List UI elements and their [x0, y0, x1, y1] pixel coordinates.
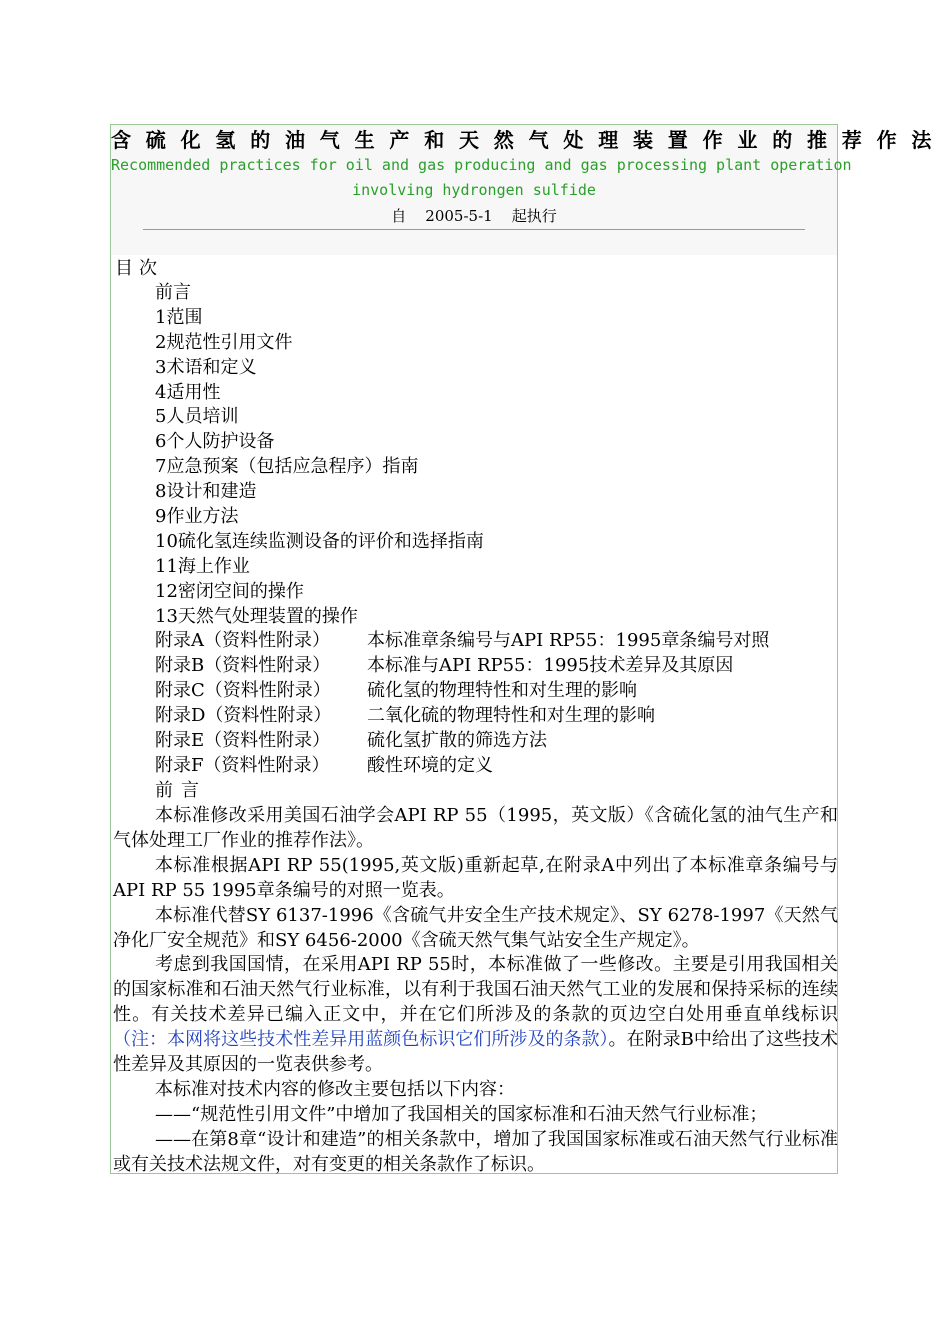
paragraph-text: 考虑到我国国情，在采用API RP 55时，本标准做了一些修改。主要是引用我国相关的国家标准和石油天然气行业标准，以有利于我国石油天然气工业的发展和保持采标的连续性。有关技术差异已编入正文中，并在它们所涉及的条款的页边空白处用垂直单线标识	[113, 954, 838, 1026]
preface-body	[113, 804, 838, 1178]
toc-item: 9作业方法	[155, 506, 239, 528]
appendix-label: 附录A（资料性附录）	[155, 630, 330, 652]
toc-list	[155, 281, 769, 779]
preface-paragraph: 本标准修改采用美国石油学会API RP 55（1995，英文版）《含硫化氢的油气生产和气体处理工厂作业的推荐作法》。	[113, 805, 838, 851]
toc-appendix	[155, 704, 769, 729]
preface-paragraph: ——“规范性引用文件”中增加了我国相关的国家标准和石油天然气行业标准；	[155, 1103, 768, 1125]
toc-item: 10硫化氢连续监测设备的评价和选择指南	[155, 530, 484, 552]
title-english-line1: Recommended practices for oil and gas producing and gas processing plant operation	[111, 156, 852, 174]
preface-paragraph	[113, 953, 838, 1078]
toc-title: 目次	[115, 258, 163, 279]
toc-item: 3术语和定义	[155, 356, 257, 378]
toc-item: 12密闭空间的操作	[155, 580, 304, 602]
toc-item: 13天然气处理装置的操作	[155, 605, 358, 627]
toc-appendix	[155, 679, 769, 704]
document-frame	[110, 124, 947, 1175]
toc-item: 11海上作业	[155, 555, 250, 577]
toc-appendix	[155, 654, 769, 679]
toc-item: 1范围	[155, 306, 203, 328]
appendix-text: 二氧化硫的物理特性和对生理的影响	[367, 705, 655, 727]
appendix-text: 酸性环境的定义	[367, 754, 493, 776]
appendix-label: 附录B（资料性附录）	[155, 655, 331, 677]
preface-paragraph: ——在第8章“设计和建造”的相关条款中，增加了我国国家标准或石油天然气行业标准或有关技术法规文件，对有变更的相关条款作了标识。	[113, 1128, 838, 1175]
title-english-line2: involving hydrongen sulfide	[352, 181, 596, 199]
toc-item: 6个人防护设备	[155, 431, 275, 453]
appendix-label: 附录E（资料性附录）	[155, 730, 331, 752]
toc-appendix	[155, 629, 769, 654]
toc-appendix	[155, 754, 769, 779]
preface-paragraph: 本标准对技术内容的修改主要包括以下内容：	[155, 1078, 515, 1100]
preface-paragraph: 本标准根据API RP 55(1995,英文版)重新起草,在附录A中列出了本标准章条编号与API RP 55 1995章条编号的对照一览表。	[113, 854, 838, 901]
appendix-label: 附录F（资料性附录）	[155, 754, 330, 776]
title-chinese: 含硫化氢的油气生产和天然气处理装置作业的推荐作法	[111, 128, 947, 152]
appendix-text: 硫化氢扩散的筛选方法	[367, 730, 547, 752]
header-divider	[143, 229, 805, 230]
appendix-label: 附录D（资料性附录）	[155, 705, 332, 727]
paragraph-text: 。在附录B中给出了这些技术性差异及其原因的一览表供参考。	[113, 1029, 839, 1076]
toc-item: 7应急预案（包括应急程序）指南	[155, 456, 419, 478]
effective-date: 自 2005-5-1 起执行	[391, 207, 557, 225]
appendix-text: 本标准与API RP55：1995技术差异及其原因	[367, 655, 734, 677]
preface-title: 前言	[155, 780, 207, 801]
toc-item: 4适用性	[155, 381, 221, 403]
appendix-text: 硫化氢的物理特性和对生理的影响	[367, 680, 637, 702]
blue-note-text: （注：本网将这些技术性差异用蓝颜色标识它们所涉及的条款）	[113, 1029, 609, 1051]
toc-appendix	[155, 729, 769, 754]
toc-item: 2规范性引用文件	[155, 331, 293, 353]
preface-paragraph: 本标准代替SY 6137-1996《含硫气井安全生产技术规定》、SY 6278-1997《天然气净化厂安全规范》和SY 6456-2000《含硫天然气集气站安全生产规定》。	[113, 904, 838, 951]
toc-item: 8设计和建造	[155, 481, 257, 503]
appendix-label: 附录C（资料性附录）	[155, 680, 331, 702]
appendix-text: 本标准章条编号与API RP55：1995章条编号对照	[367, 630, 770, 652]
toc-item: 5人员培训	[155, 406, 239, 428]
toc-item: 前言	[155, 282, 191, 303]
document-header	[111, 125, 947, 255]
